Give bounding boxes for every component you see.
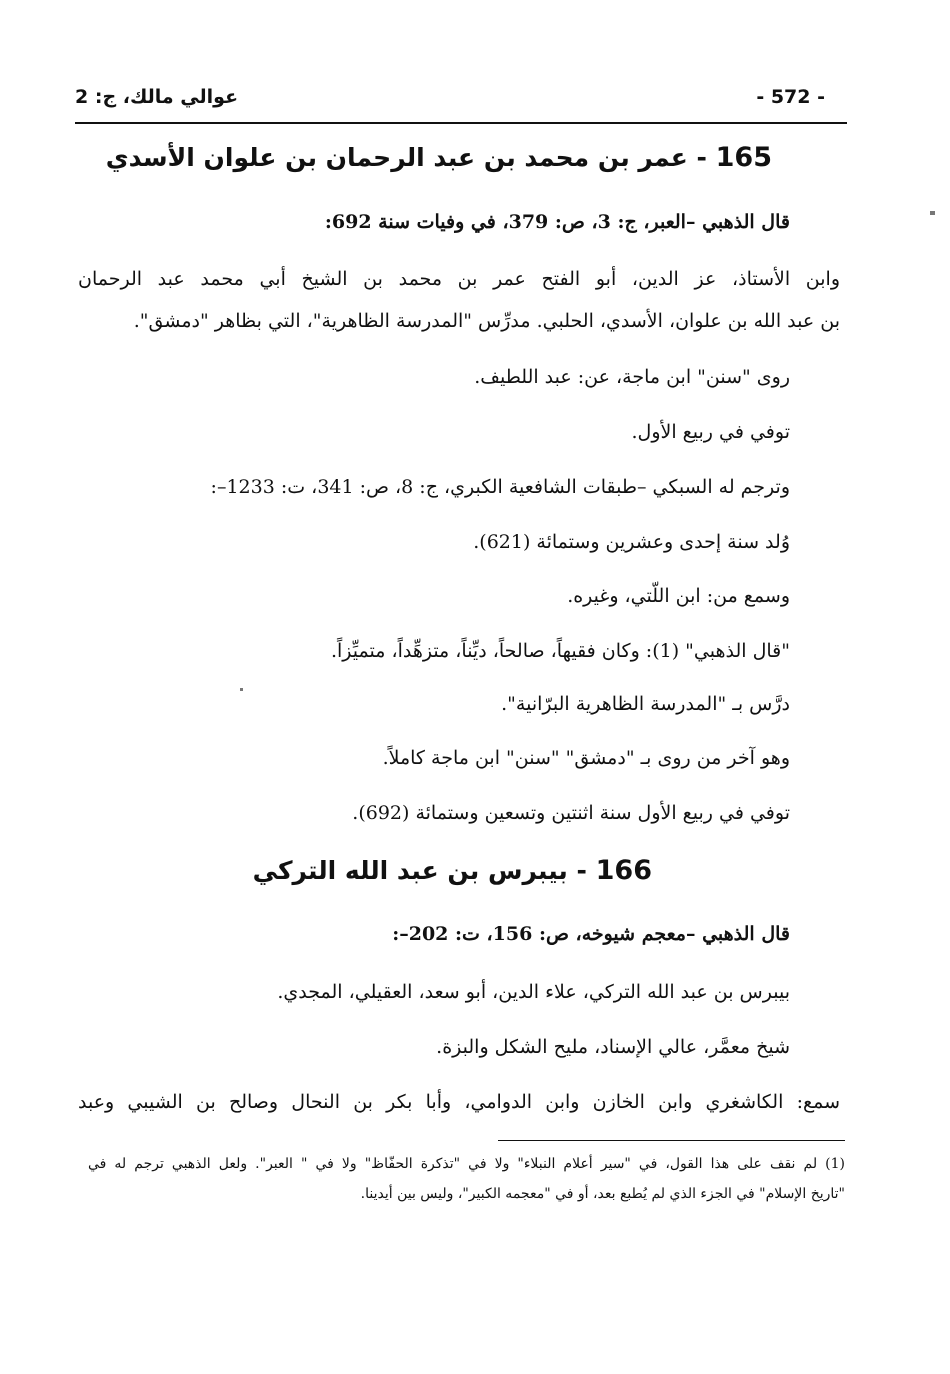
source-line: قال الذهبي –العبر، ج: 3، ص: 379، في وفيات سنة 692: xyxy=(324,211,790,233)
header-rule xyxy=(75,122,847,124)
paragraph-line: توفي في ربيع الأول. xyxy=(631,421,790,443)
paragraph-line: وُلد سنة إحدى وعشرين وستمائة (621). xyxy=(473,531,790,553)
entry-separator: - xyxy=(576,856,587,885)
paragraph-line: وهو آخر من روى بـ "دمشق" "سنن" ابن ماجة كاملاً. xyxy=(382,747,790,769)
entry-165-title xyxy=(106,142,772,173)
paragraph-line: توفي في ربيع الأول سنة اثنتين وتسعين وستمائة (692). xyxy=(352,802,790,824)
entry-name: عمر بن محمد بن عبد الرحمان بن علوان الأسدي xyxy=(105,143,688,172)
scan-speck xyxy=(930,211,935,215)
paragraph-line: سمع: الكاشغري وابن الخازن وابن الدوامي، وأبا بكر بن النحال وصالح بن الشيبي وعبد xyxy=(78,1091,840,1113)
paragraph-line: بن عبد الله بن علوان، الأسدي، الحلبي. مدرِّس "المدرسة الظاهرية"، التي بظاهر "دمشق". xyxy=(133,310,840,332)
paragraph-line: "قال الذهبي" (1): وكان فقيهاً، صالحاً، ديِّناً، متزهِّداً، متميِّزاً. xyxy=(330,640,790,662)
running-title: عوالي مالك، ج: 2 xyxy=(75,86,239,108)
paragraph-line: وابن الأستاذ، عز الدين، أبو الفتح عمر بن محمد بن الشيخ أبي محمد عبد الرحمان xyxy=(78,268,840,290)
entry-name: بيبرس بن عبد الله التركي xyxy=(252,856,568,885)
page-header xyxy=(75,84,845,114)
entry-number: 165 xyxy=(715,142,772,173)
paragraph-line: درَّس بـ "المدرسة الظاهرية البرّانية". xyxy=(501,693,790,715)
entry-166-title xyxy=(253,855,652,886)
paragraph-line: بيبرس بن عبد الله التركي، علاء الدين، أبو سعد، العقيلي، المجدي. xyxy=(277,981,790,1003)
paragraph-line: شيخ معمَّر، عالي الإسناد، مليح الشكل والبزة. xyxy=(436,1036,790,1058)
source-line: قال الذهبي –معجم شيوخه، ص: 156، ت: 202–: xyxy=(392,923,790,945)
page-number: - 572 - xyxy=(756,86,825,108)
footnote-rule xyxy=(498,1140,845,1141)
scan-speck xyxy=(240,688,243,691)
entry-number: 166 xyxy=(595,855,652,886)
paragraph-line: روى "سنن" ابن ماجة، عن: عبد اللطيف. xyxy=(474,366,790,388)
footnote-line: (1) لم نقف على هذا القول، في "سير أعلام النبلاء" ولا في "تذكرة الحفّاظ" ولا في " العبر". ولعل الذهبي ترجم له في xyxy=(88,1156,845,1172)
entry-separator: - xyxy=(696,143,707,172)
footnote-line: "تاريخ الإسلام" في الجزء الذي لم يُطبع بعد، أو في "معجمه الكبير"، وليس بين أيدينا. xyxy=(360,1186,845,1202)
paragraph-line: وسمع من: ابن اللّتي، وغيره. xyxy=(567,585,790,607)
source-line: وترجم له السبكي –طبقات الشافعية الكبري، ج: 8، ص: 341، ت: 1233–: xyxy=(210,476,790,498)
